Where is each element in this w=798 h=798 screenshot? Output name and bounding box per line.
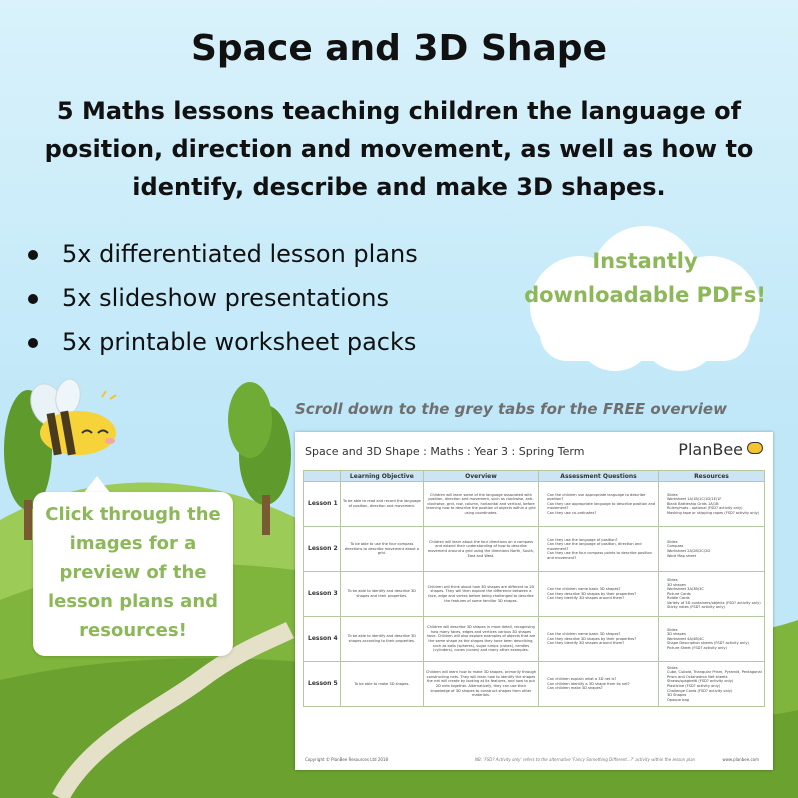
lesson-plan-preview[interactable]	[295, 432, 773, 770]
info-sign-text: Click through the images for a preview of the lesson plans and resources!	[45, 504, 221, 641]
questions-cell: • Can they use the language of position? • Can they use the language of position, direction and movement? • Can they use the four compass points to describe position and movement?	[539, 527, 659, 572]
objective-cell: To be able to make 3D shapes.	[340, 662, 423, 707]
objective-cell: To be able to use the four compass directions to describe movement about a grid.	[340, 527, 423, 572]
table-row	[304, 617, 765, 662]
table-row	[304, 527, 765, 572]
resources-cell: • Slides • 3D shapes • Worksheet 4A/4B/4C • Shape Description sheets (FSD? activity only) • Picture Sheet (FSD? activity only)	[658, 617, 764, 662]
objective-cell: To be able to read and record the language of position, direction and movement.	[340, 482, 423, 527]
table-header: Resources	[658, 471, 764, 482]
sheet-copyright: Copyright © PlanBee Resources Ltd 2018	[305, 757, 389, 762]
page-title: Space and 3D Shape	[190, 28, 607, 69]
objective-cell: To be able to identify and describe 3D shapes according to their properties.	[340, 617, 423, 662]
lesson-overview-table	[303, 470, 765, 707]
questions-cell: • Can the children use appropriate language to describe position? • Can they use appropriate language to describe position and movement? • Can they use co-ordinates?	[539, 482, 659, 527]
overview-cell: Children will learn about the four directions on a compass and extend their understanding of how to describe movement around a grid using the directions North, South, East and West.	[423, 527, 538, 572]
lesson-label: Lesson 3	[304, 572, 341, 617]
planbee-logo: PlanBee	[678, 440, 743, 459]
table-row	[304, 572, 765, 617]
resources-cell: • Slides • 3D shapes • Worksheet 3A/3B/3C • Picture Cards • Riddle Cards • Variety of 3D containers/objects (FSD? activity only) • Sticky notes (FSD? activity only)	[658, 572, 764, 617]
overview-cell: Children will learn how to make 3D shapes, primarily through constructing nets. They will learn how to identify the shapes the net will create by looking at its features, and how to put 2D nets together. Alternatively, they can use their knowledge of 3D shapes to construct shapes from other materials.	[423, 662, 538, 707]
lesson-label: Lesson 4	[304, 617, 341, 662]
table-row	[304, 662, 765, 707]
feature-item: 5x slideshow presentations	[28, 276, 418, 320]
bullet-icon	[28, 338, 38, 348]
bullet-icon	[28, 250, 38, 260]
questions-cell: • Can the children name basic 3D shapes? • Can they describe 3D shapes by their properties? • Can they identify 3D shapes around them?	[539, 617, 659, 662]
bee-mascot-icon	[20, 375, 130, 465]
overview-cell: Children will describe 3D shapes in more detail, recognising how many faces, edges and vertices various 3D shapes have. Children will also explore examples of objects that are the same shape as the shapes they have been describing, such as balls (spheres), sugar lumps (cubes), candles (cylinders), cones (cones) and many other examples.	[423, 617, 538, 662]
table-header-blank	[304, 471, 341, 482]
overview-cell: Children will think about how 3D shapes are different to 2D shapes. They will then explore the difference between a face, edge and vertex before being challenged to describe the features of some familiar 3D shapes.	[423, 572, 538, 617]
lesson-label: Lesson 2	[304, 527, 341, 572]
table-header: Assessment Questions	[539, 471, 659, 482]
questions-cell: • Can the children name basic 3D shapes? • Can they describe 3D shapes by their properties? • Can they identify 3D shapes around them?	[539, 572, 659, 617]
cloud-text: Instantly downloadable PDFs!	[524, 249, 766, 307]
objective-cell: To be able to identify and describe 3D shapes and their properties.	[340, 572, 423, 617]
feature-item: 5x printable worksheet packs	[28, 320, 418, 364]
feature-item: 5x differentiated lesson plans	[28, 232, 418, 276]
lesson-label: Lesson 5	[304, 662, 341, 707]
resources-cell: • Slides • Cube, Cuboid, Triangular Prism, Pyramid, Pentagonal Prism and Octahedron Net sheets • Straws/spaghetti (FSD? activity only) • Plasticine (FSD? activity only) • Challenge Cards (FSD? activity only) • 3D Shapes • Opaque bag	[658, 662, 764, 707]
logo-bee-icon	[747, 442, 763, 454]
questions-cell: • Can children explain what a 3D net is? • Can children identify a 3D shape from its net? • Can children make 3D shapes?	[539, 662, 659, 707]
scroll-hint: Scroll down to the grey tabs for the FREE overview	[295, 400, 727, 418]
bullet-icon	[28, 294, 38, 304]
overview-cell: Children will learn some of the language associated with position, direction and movement, such as clockwise, anti-clockwise, grid, row, column, horizontal and vertical, before learning how to describe the position of objects within a grid using coordinates.	[423, 482, 538, 527]
sheet-footnote: NB: 'FSD? Activity only' refers to the alternative 'Fancy Something Different...?' activity within the lesson plan	[475, 757, 696, 762]
sheet-title: Space and 3D Shape : Maths : Year 3 : Spring Term	[305, 445, 585, 458]
lesson-label: Lesson 1	[304, 482, 341, 527]
resources-cell: • Slides • Worksheet 1A/1B/1C/1D/1E/1F • Blank Battleship Grids 1A/1B • Rulers/mats - optional (FSD? activity only) • Masking tape or skipping ropes (FSD? activity only)	[658, 482, 764, 527]
resources-cell: • Slides • Compass • Worksheet 2A/2B/2C/2D • Word Map sheet	[658, 527, 764, 572]
table-header: Overview	[423, 471, 538, 482]
page-subtitle: 5 Maths lessons teaching children the language of position, direction and movement, as well as how to identify, describe and make 3D shapes.	[44, 97, 754, 201]
table-row	[304, 482, 765, 527]
feature-list	[28, 232, 418, 364]
table-header: Learning Objective	[340, 471, 423, 482]
sheet-website-link[interactable]: www.planbee.com	[722, 757, 759, 762]
